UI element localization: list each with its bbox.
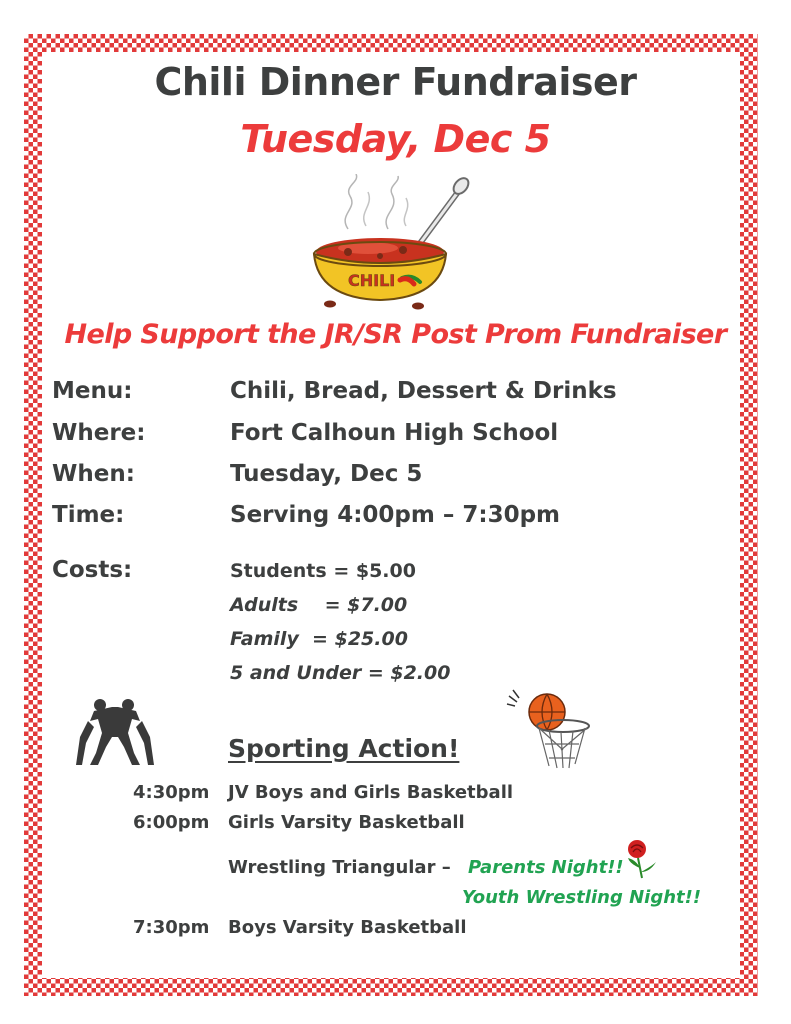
parents-night: Parents Night!! [468, 857, 624, 878]
rose-icon [624, 838, 660, 880]
chili-bowl-icon [308, 174, 480, 312]
basketball-hoop-icon [505, 688, 597, 772]
wrestlers-icon [70, 693, 160, 769]
subtitle: Help Support the JR/SR Post Prom Fundraiser [64, 319, 727, 350]
flyer-title: Chili Dinner Fundraiser [154, 60, 637, 104]
svg-text:CHILI: CHILI [348, 271, 396, 290]
when-value: Tuesday, Dec 5 [230, 461, 423, 487]
event-time-2: 6:00pm [133, 812, 210, 833]
time-value: Serving 4:00pm – 7:30pm [230, 502, 561, 528]
event-name-2: Girls Varsity Basketball [228, 812, 465, 833]
event-time-1: 4:30pm [133, 782, 210, 803]
menu-label: Menu: [52, 378, 133, 404]
cost-family: Family = $25.00 [230, 628, 408, 650]
event-name-4: Boys Varsity Basketball [228, 917, 467, 938]
menu-value: Chili, Bread, Dessert & Drinks [230, 378, 617, 404]
cost-students: Students = $5.00 [230, 560, 416, 582]
when-label: When: [52, 461, 135, 487]
date-heading: Tuesday, Dec 5 [240, 117, 551, 161]
cost-adults: Adults = $7.00 [230, 594, 408, 616]
where-value: Fort Calhoun High School [230, 420, 559, 446]
costs-label: Costs: [52, 557, 133, 583]
cost-under-five: 5 and Under = $2.00 [230, 662, 451, 684]
sporting-action-heading: Sporting Action! [228, 734, 460, 763]
where-label: Where: [52, 420, 146, 446]
time-label: Time: [52, 502, 125, 528]
event-time-4: 7:30pm [133, 917, 210, 938]
event-name-3: Wrestling Triangular – [228, 857, 451, 878]
event-name-1: JV Boys and Girls Basketball [228, 782, 514, 803]
youth-wrestling-night: Youth Wrestling Night!! [462, 887, 702, 908]
